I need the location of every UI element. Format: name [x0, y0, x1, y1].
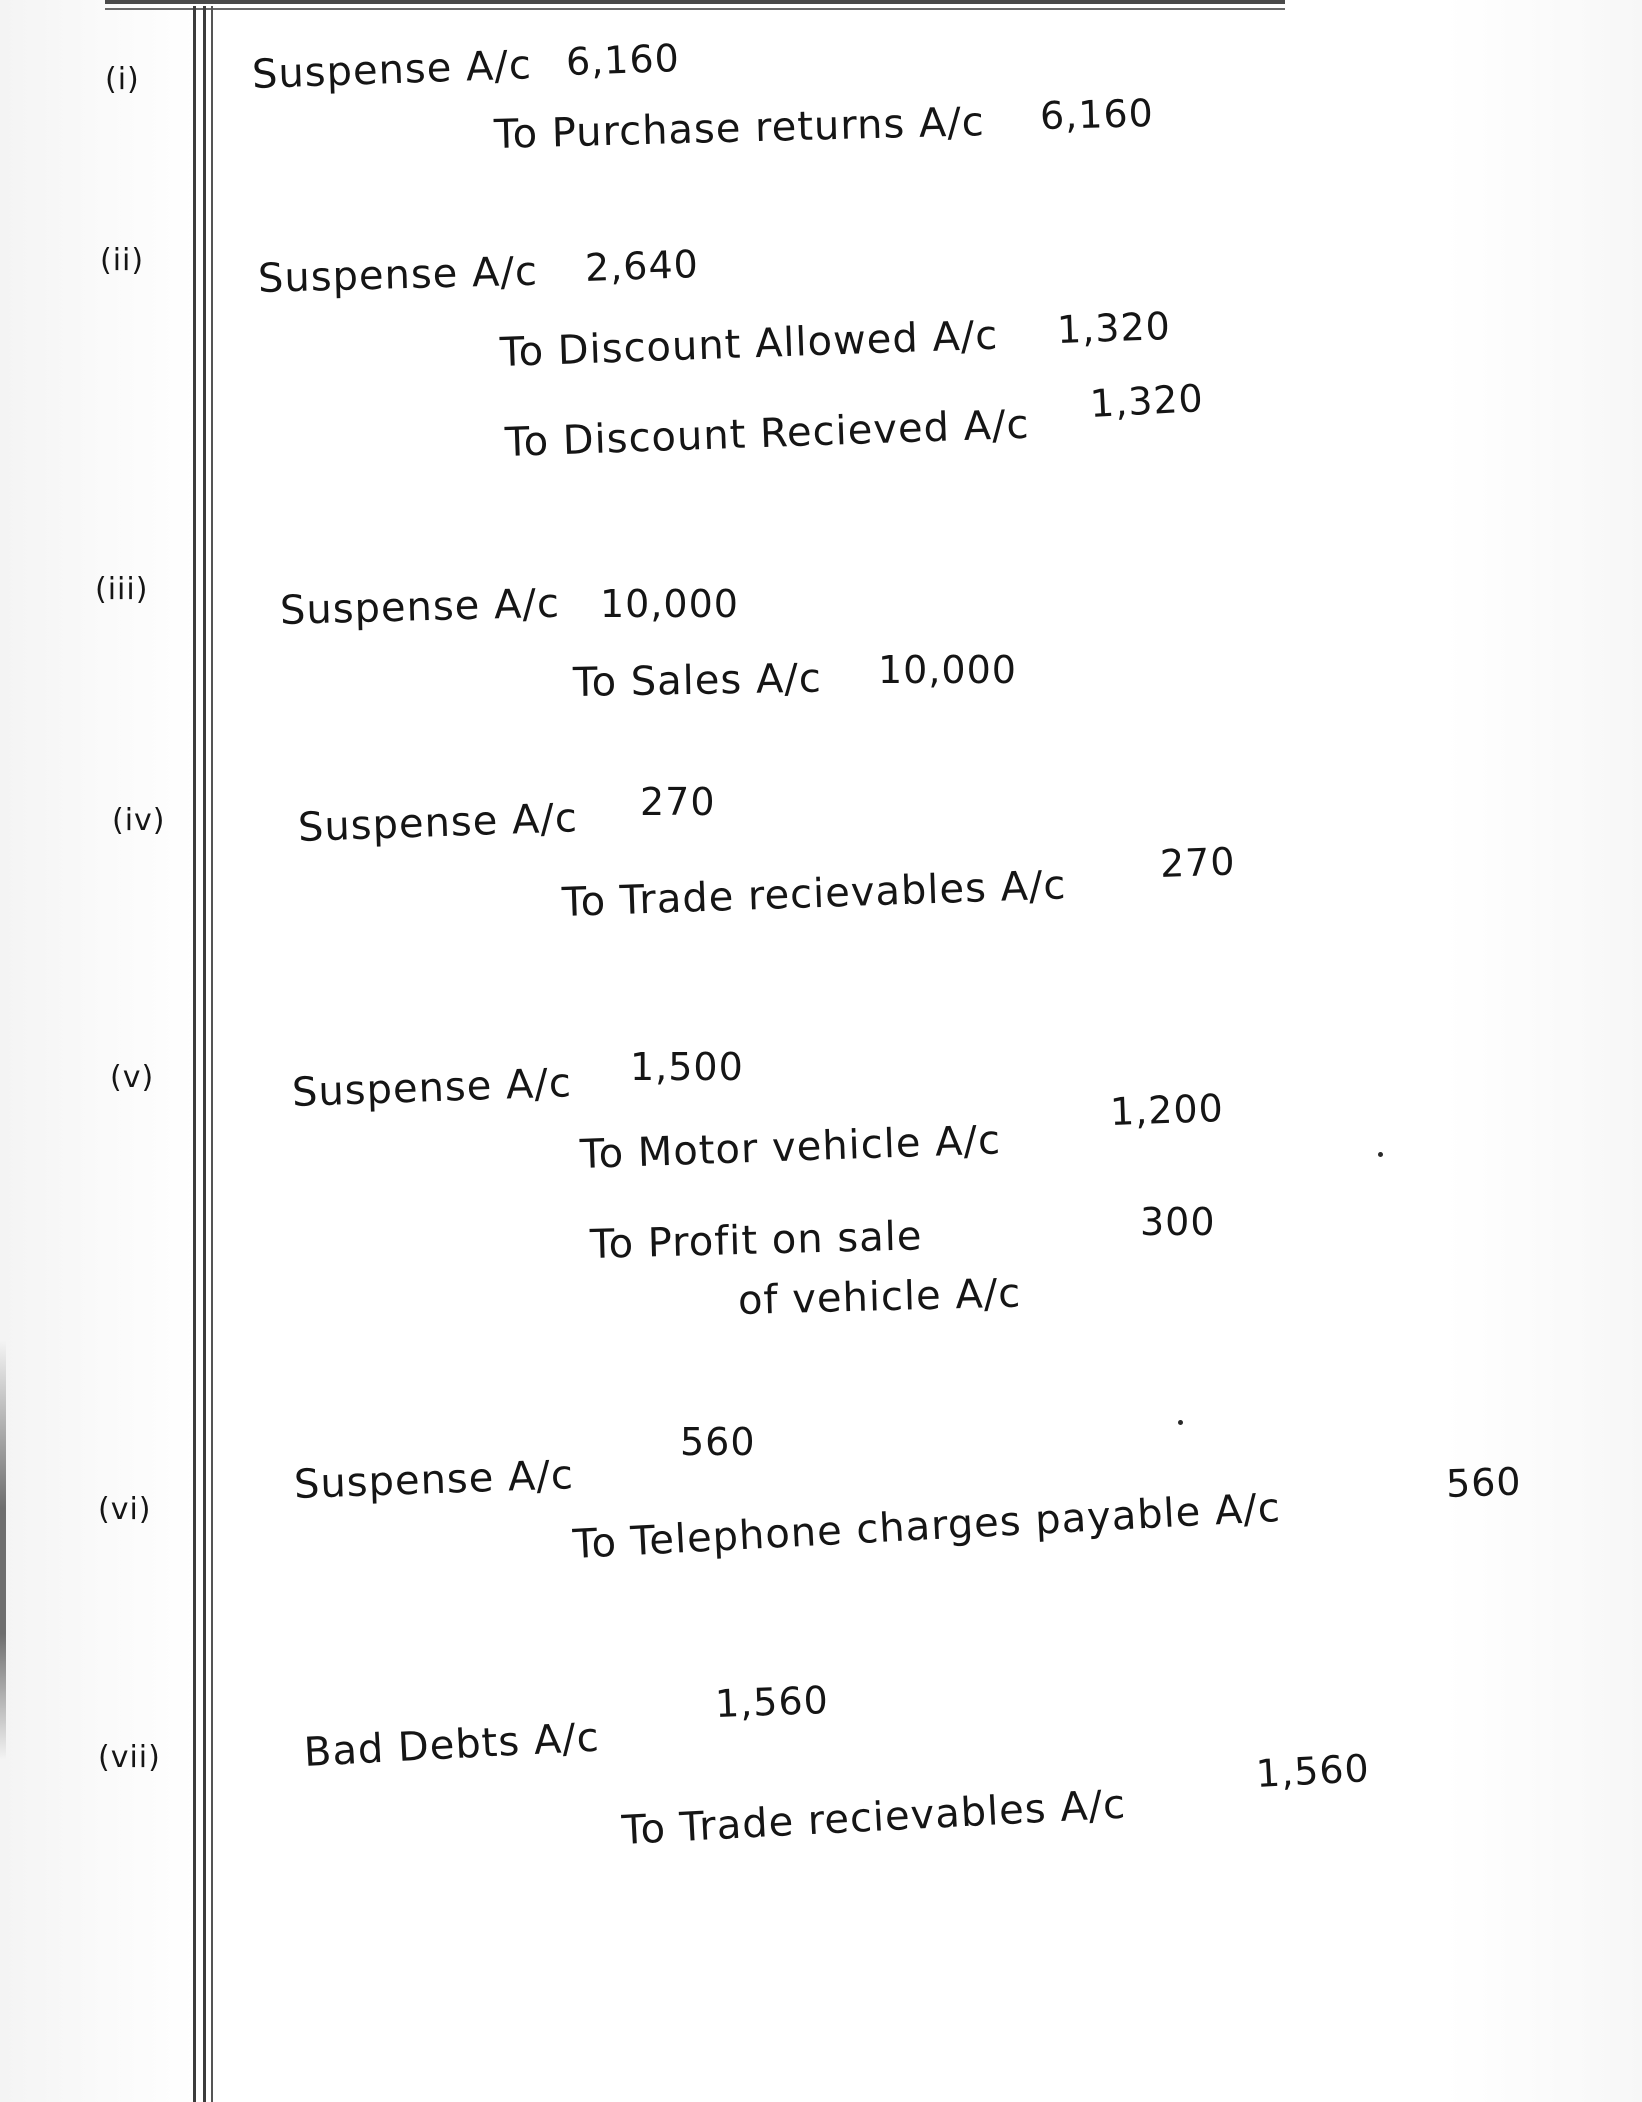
ink-dot [1178, 1420, 1183, 1425]
margin-line [203, 6, 206, 2102]
credit-amount: 6,160 [1039, 91, 1155, 138]
credit-amount: 10,000 [878, 648, 1017, 692]
debit-amount: 1,500 [630, 1045, 744, 1089]
debit-account: Bad Debts A/c [302, 1714, 601, 1776]
credit-account: To Trade recievables A/c [561, 862, 1068, 926]
entry-ref: (iv) [112, 803, 166, 838]
credit-amount: 1,560 [1254, 1746, 1371, 1796]
credit-account-continuation: of vehicle A/c [737, 1270, 1022, 1324]
credit-amount: 270 [1159, 839, 1237, 886]
debit-account: Suspense A/c [257, 248, 539, 302]
credit-amount: 1,320 [1056, 304, 1172, 352]
debit-amount: 560 [680, 1420, 756, 1464]
entry-ref: (vi) [98, 1492, 152, 1527]
entry-ref: (ii) [100, 243, 145, 278]
debit-account: Suspense A/c [279, 580, 561, 634]
debit-account: Suspense A/c [293, 1452, 575, 1508]
entry-ref: (v) [110, 1060, 155, 1095]
credit-account: To Discount Recieved A/c [504, 401, 1031, 466]
page-edge-shadow [0, 1340, 6, 1760]
credit-amount: 1,200 [1109, 1086, 1225, 1134]
credit-amount: 1,320 [1088, 376, 1205, 426]
debit-account: Suspense A/c [297, 795, 579, 851]
credit-account: To Sales A/c [572, 655, 823, 706]
ink-dot [1378, 1152, 1383, 1157]
debit-amount: 6,160 [565, 36, 681, 84]
debit-account: Suspense A/c [291, 1060, 573, 1116]
margin-line [211, 6, 213, 2102]
debit-amount: 1,560 [714, 1678, 830, 1726]
credit-account: To Motor vehicle A/c [579, 1117, 1002, 1178]
debit-amount: 2,640 [584, 242, 700, 290]
entry-ref: (vii) [98, 1740, 161, 1775]
top-rule-line-secondary [105, 8, 1285, 10]
credit-account: To Purchase returns A/c [493, 99, 986, 158]
debit-account: Suspense A/c [251, 42, 533, 98]
credit-amount: 560 [1445, 1459, 1523, 1506]
debit-amount: 270 [640, 780, 716, 824]
credit-account: To Trade recievables A/c [620, 1781, 1128, 1854]
margin-line [193, 6, 196, 2102]
top-rule-line [105, 0, 1285, 4]
credit-amount: 300 [1140, 1200, 1216, 1244]
entry-ref: (i) [105, 62, 140, 97]
credit-account: To Profit on sale [589, 1213, 923, 1268]
entry-ref: (iii) [95, 572, 149, 607]
debit-amount: 10,000 [600, 582, 739, 626]
credit-account: To Telephone charges payable A/c [571, 1484, 1282, 1568]
credit-account: To Discount Allowed A/c [499, 312, 999, 376]
